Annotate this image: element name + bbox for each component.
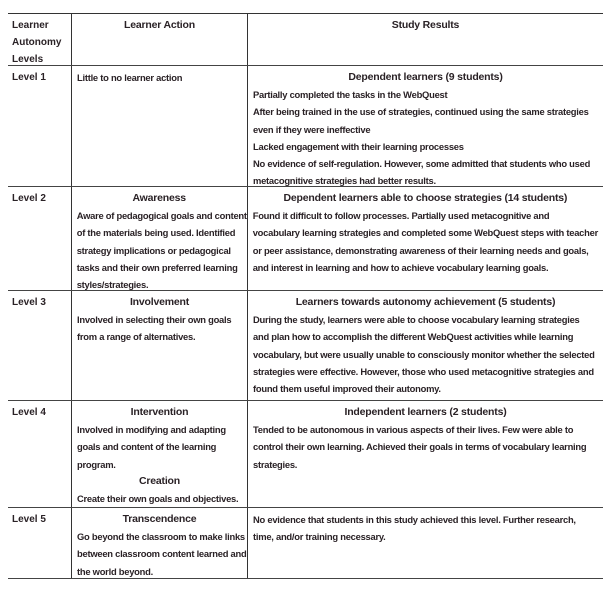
- level-label: Level 4: [12, 407, 46, 418]
- study-results-cell: [248, 187, 603, 290]
- results-line: Found it difficult to follow processes. Partially used metacognitive and: [252, 210, 550, 222]
- results-line: Partially completed the tasks in the WebQuest: [253, 89, 448, 101]
- learner-action-cell: [72, 291, 248, 400]
- action-line: program.: [77, 458, 116, 470]
- results-line: Tended to be autonomous in various aspects of their lives. Few were able to: [253, 424, 574, 436]
- header-label: Learner Action: [124, 19, 195, 31]
- action-line: Create their own goals and objectives.: [77, 493, 239, 505]
- results-line: time, and/or training necessary.: [253, 531, 386, 543]
- action-line: Aware of pedagogical goals and content: [76, 210, 247, 222]
- header-label: Study Results: [391, 19, 460, 31]
- study-results-cell: [248, 508, 603, 578]
- study-results-cell: [248, 66, 603, 186]
- results-line: metacognitive strategies had better results.: [253, 175, 436, 187]
- learner-action-cell: [72, 508, 248, 578]
- results-line: or peer assistance, demonstrating awareness of their learning needs and goals,: [252, 244, 589, 256]
- action-line: tasks and their own preferred learning: [76, 261, 238, 273]
- action-line: the world beyond.: [77, 565, 153, 577]
- results-heading: Dependent learners able to choose strategies (14 students): [283, 192, 568, 204]
- results-line: strategies.: [253, 458, 298, 470]
- study-results-cell: [248, 291, 603, 400]
- header-levels: [8, 14, 72, 65]
- action-line: strategy implications or pedagogical: [76, 244, 231, 256]
- results-line: vocabulary, but were usually unable to consciously monitor whether the selected: [253, 348, 595, 360]
- table-row: [8, 291, 603, 401]
- table-row: [8, 187, 603, 291]
- header-line: Autonomy: [12, 37, 62, 49]
- results-line: control their own learning. Achieved their goals in terms of vocabulary learning: [253, 441, 587, 453]
- results-heading: Dependent learners (9 students): [348, 71, 503, 83]
- learner-action-cell: [72, 187, 248, 290]
- level-cell: [8, 66, 72, 186]
- action-heading: Transcendence: [122, 513, 197, 525]
- results-line: No evidence that students in this study achieved this level. Further research,: [253, 514, 576, 525]
- table-row: [8, 66, 603, 187]
- action-heading: Creation: [139, 474, 180, 487]
- action-line: from a range of alternatives.: [77, 331, 196, 343]
- action-line: of the materials being used. Identified: [76, 227, 236, 239]
- results-line: and interest in learning and how to achieve vocabulary learning goals.: [252, 261, 549, 273]
- results-line: During the study, learners were able to choose vocabulary learning strategies: [253, 314, 580, 326]
- level-cell: [8, 291, 72, 400]
- level-label: Level 3: [12, 297, 46, 308]
- table-row: [8, 508, 603, 579]
- learner-action-cell: [72, 401, 248, 507]
- study-results-cell: [248, 401, 603, 507]
- header-learner-action: [72, 14, 248, 65]
- results-line: and plan how to accomplish the different WebQuest activities while learning: [253, 331, 574, 343]
- action-line: Involved in modifying and adapting: [77, 424, 226, 436]
- results-line: vocabulary learning strategies and completed some WebQuest steps with teacher: [252, 227, 598, 239]
- results-line: No evidence of self-regulation. However, some admitted that students who used: [253, 158, 591, 170]
- action-line: Involved in selecting their own goals: [77, 314, 232, 326]
- level-cell: [8, 508, 72, 578]
- learner-autonomy-table: [8, 13, 603, 579]
- results-line: strategies were effective. However, those who used metacognitive strategies and: [253, 365, 594, 377]
- header-line: Levels: [12, 54, 44, 66]
- action-line: between classroom content learned and: [77, 548, 247, 560]
- action-line: Go beyond the classroom to make links: [77, 531, 245, 543]
- level-cell: [8, 187, 72, 290]
- results-line: even if they were ineffective: [253, 123, 371, 135]
- learner-action-cell: [72, 66, 248, 186]
- results-line: Lacked engagement with their learning processes: [253, 140, 464, 152]
- action-line: goals and content of the learning: [77, 441, 217, 453]
- header-line: Learner: [12, 20, 49, 31]
- header-study-results: [248, 14, 603, 65]
- level-label: Level 5: [12, 514, 46, 525]
- action-line: Little to no learner action: [77, 72, 183, 83]
- header-row: [8, 14, 603, 66]
- results-heading: Independent learners (2 students): [344, 406, 507, 418]
- action-heading: Awareness: [132, 192, 186, 204]
- results-heading: Learners towards autonomy achievement (5 students): [295, 296, 556, 308]
- results-line: After being trained in the use of strategies, continued using the same strategies: [253, 106, 589, 118]
- table-row: [8, 401, 603, 508]
- level-cell: [8, 401, 72, 507]
- action-heading: Involvement: [129, 296, 190, 308]
- results-line: found them useful improved their autonomy.: [253, 383, 441, 395]
- level-label: Level 1: [12, 72, 46, 83]
- action-line: styles/strategies.: [76, 279, 149, 291]
- level-label: Level 2: [12, 193, 46, 204]
- action-heading: Intervention: [130, 406, 189, 418]
